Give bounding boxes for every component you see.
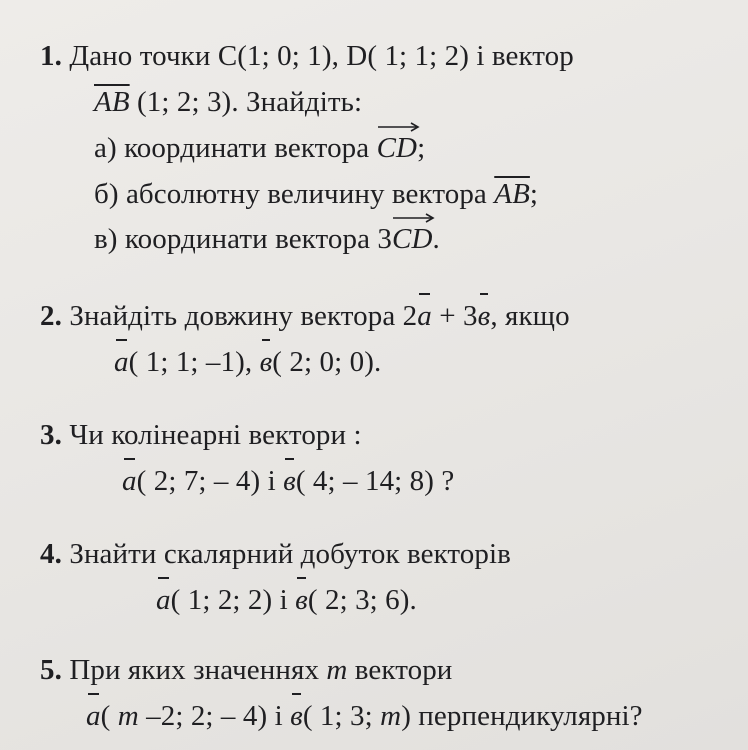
vector-b-label: в: [283, 465, 296, 497]
problem-4-line-2: [156, 586, 417, 615]
problem-4-statement: Знайти скалярний добуток векторів: [69, 538, 511, 570]
vector-b-coords: ( 2; 0; 0).: [272, 346, 382, 378]
part-a-text: а) координати вектора: [94, 132, 377, 164]
problem-2-condition: , якщо: [490, 300, 570, 332]
problem-1-part-c: [94, 225, 440, 254]
problem-1-line-2: [94, 88, 362, 117]
problem-5-number: 5.: [40, 654, 62, 686]
parameter-m: m: [326, 654, 348, 686]
plus-term: + 3: [431, 300, 478, 332]
vector-b-coords: ( 1; 3;: [302, 700, 381, 732]
vector-b-coords: ( 2; 3; 6).: [307, 584, 417, 616]
vector-cd-arrow-2: [392, 225, 433, 254]
vector-b-coords: ( 4; – 14; 8) ?: [295, 465, 455, 497]
problem-1-statement: Дано точки C(1; 0; 1), D( 1; 1; 2) і вектор: [69, 40, 574, 72]
vector-a-coords: –2; 2; – 4) і: [138, 700, 291, 732]
vector-cd: CD: [376, 132, 418, 164]
problem-5-statement: При яких значеннях: [69, 654, 327, 686]
problem-2-statement: Знайдіть довжину вектора 2: [69, 300, 418, 332]
vector-a-label: a: [86, 700, 101, 732]
problem-1-part-a: [94, 134, 425, 163]
problem-4-number: 4.: [40, 538, 62, 570]
vector-cd-arrow: [377, 134, 418, 163]
vector-a-coords: ( 2; 7; – 4) і: [136, 465, 284, 497]
part-c-text: в) координати вектора 3: [94, 223, 393, 255]
vector-b-label: в: [295, 584, 308, 616]
vector-a: a: [417, 300, 432, 332]
problem-3-number: 3.: [40, 419, 62, 451]
problem-3-statement: Чи колінеарні вектори :: [69, 419, 362, 451]
vector-a-label: a: [122, 465, 137, 497]
part-b-end: ;: [529, 178, 539, 210]
problem-2-line-1: [40, 302, 570, 331]
problem-5-line-1: [40, 656, 452, 685]
problem-1-part-b: [94, 180, 538, 209]
problem-5-line-2: [86, 702, 643, 731]
parameter-m-3: m: [380, 700, 402, 732]
arrow-icon: [392, 213, 436, 223]
problem-5-question: ) перпендикулярні?: [401, 700, 643, 732]
problem-1-coords: (1; 2; 3). Знайдіть:: [129, 86, 363, 118]
part-a-end: ;: [417, 132, 426, 164]
arrow-icon: [377, 122, 421, 132]
vector-a-open: (: [100, 700, 118, 732]
vector-b-label: в: [259, 346, 273, 378]
problem-1-number: 1.: [40, 40, 62, 72]
problem-3-line-2: [122, 467, 454, 496]
vector-ab: $\overline{AB}$: [94, 86, 130, 118]
part-c-end: .: [432, 223, 440, 255]
vector-a-coords: ( 1; 1; –1),: [128, 346, 260, 378]
vector-a-coords: ( 1; 2; 2) і: [170, 584, 296, 616]
part-b-text: б) абсолютну величину вектора: [94, 178, 495, 210]
vector-b-label: в: [290, 700, 303, 732]
parameter-m-2: m: [117, 700, 139, 732]
problem-2-number: 2.: [40, 300, 62, 332]
vector-ab-2: $\overline{AB}$: [494, 178, 530, 210]
problem-2-line-2: [114, 348, 381, 377]
problem-3-line-1: [40, 421, 362, 450]
vector-b: в: [477, 300, 491, 332]
vector-a-label: a: [156, 584, 171, 616]
problem-1-line-1: [40, 42, 574, 71]
vector-cd-2: CD: [392, 223, 433, 255]
problem-5-vectors: вектори: [347, 654, 453, 686]
vector-a-label: a: [114, 346, 129, 378]
problem-4-line-1: [40, 540, 511, 569]
